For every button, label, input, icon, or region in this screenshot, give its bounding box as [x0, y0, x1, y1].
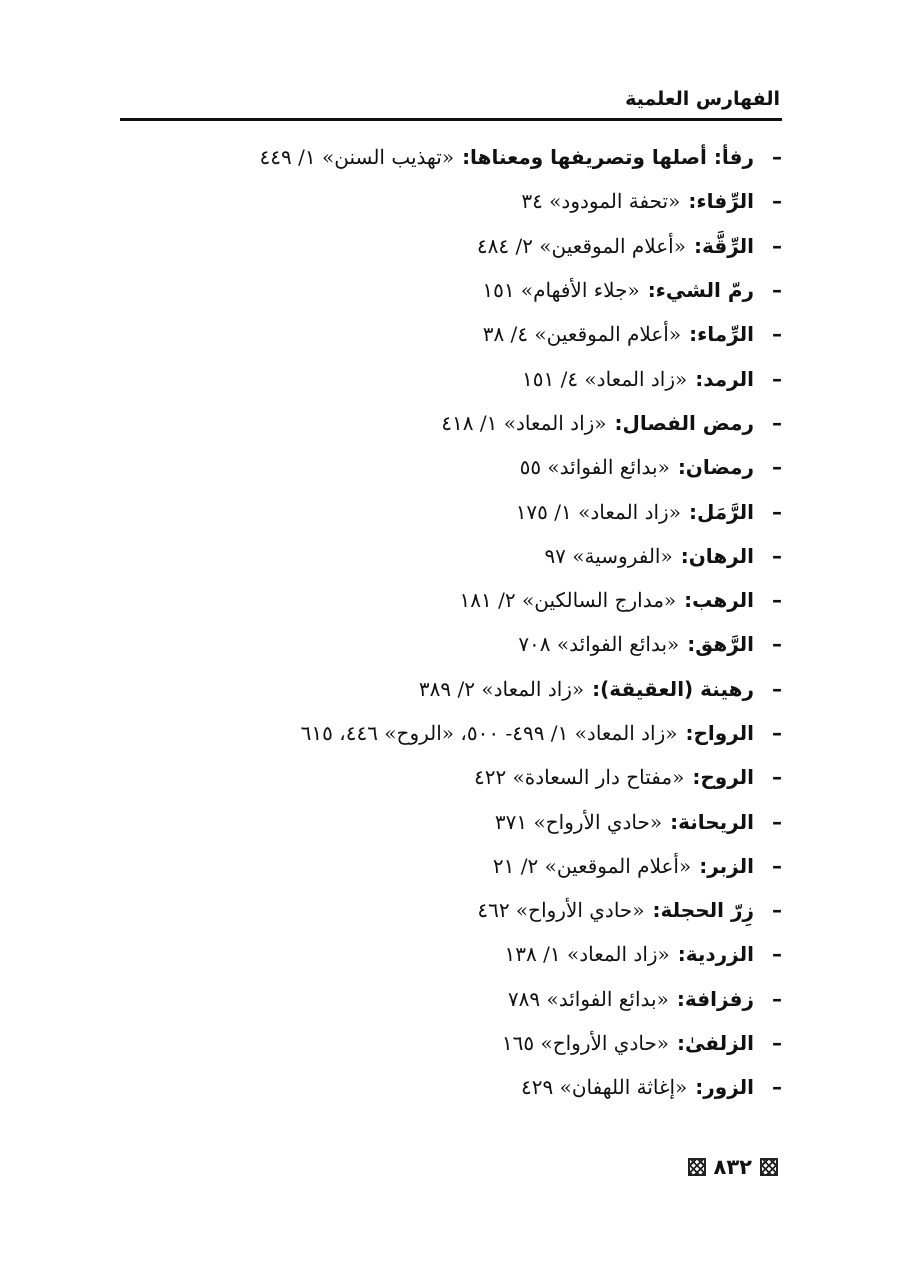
entry-reference: «زاد المعاد» ١/ ١٣٨: [504, 942, 670, 967]
entry-dash: –: [772, 765, 782, 790]
index-entry: [132, 932, 782, 976]
entry-dash: –: [772, 632, 782, 657]
entry-dash: –: [772, 189, 782, 214]
index-entry: [132, 224, 782, 268]
index-entry: [132, 799, 782, 843]
index-entry: [132, 356, 782, 400]
entry-dash: –: [772, 898, 782, 923]
index-entry: [132, 534, 782, 578]
entry-reference: «زاد المعاد» ١/ ٤١٨: [441, 410, 607, 435]
index-entry: [132, 844, 782, 888]
diamond-ornament-icon: [688, 1158, 706, 1176]
page-number: ٨٣٢: [713, 1155, 752, 1179]
index-entry: [132, 667, 782, 711]
index-entry: [132, 1021, 782, 1065]
page-folio: [688, 1153, 778, 1181]
entry-term: الزبر:: [699, 853, 754, 878]
entry-reference: «زاد المعاد» ١/ ١٧٥: [515, 499, 681, 524]
entry-term: رمضان:: [677, 455, 754, 480]
entry-reference: «بدائع الفوائد» ٧٠٨: [518, 632, 680, 657]
entry-dash: –: [772, 499, 782, 524]
entry-reference: «زاد المعاد» ٤/ ١٥١: [521, 366, 688, 391]
entry-dash: –: [772, 455, 782, 480]
entry-term: الروح:: [692, 765, 754, 790]
entry-reference: «زاد المعاد» ١/ ٤٩٩- ٥٠٠، «الروح» ٤٤٦، ٦١٥: [300, 721, 678, 745]
entry-dash: –: [772, 278, 782, 303]
entry-reference: «مفتاح دار السعادة» ٤٢٢: [473, 765, 685, 790]
index-entry: [132, 268, 782, 312]
entry-dash: –: [772, 1075, 782, 1100]
entry-dash: –: [772, 809, 782, 834]
entry-term: الرواح:: [685, 721, 754, 745]
entry-dash: –: [772, 1031, 782, 1056]
entry-reference: «أعلام الموقعين» ٤/ ٣٨: [482, 322, 682, 347]
entry-term: الرهان:: [680, 543, 754, 568]
entry-term: رمض الفصال:: [614, 410, 754, 435]
entry-reference: «بدائع الفوائد» ٧٨٩: [507, 986, 669, 1011]
entry-reference: «حادي الأرواح» ٤٦٢: [477, 898, 645, 923]
entry-reference: «إغاثة اللهفان» ٤٢٩: [521, 1075, 688, 1100]
entry-term: رفأ: أصلها وتصريفها ومعناها:: [462, 145, 754, 170]
entry-reference: «حادي الأرواح» ١٦٥: [501, 1031, 670, 1056]
entry-reference: «أعلام الموقعين» ٢/ ٢١: [492, 853, 692, 878]
index-entry: [132, 711, 782, 755]
index-entry: [132, 312, 782, 356]
entry-term: الرهب:: [684, 588, 754, 613]
entry-term: الرَّمَل:: [688, 499, 754, 524]
entry-reference: «مدارج السالكين» ٢/ ١٨١: [459, 588, 677, 613]
entry-dash: –: [772, 543, 782, 568]
header-rule: [120, 118, 782, 121]
entry-term: رهينة (العقيقة):: [592, 676, 754, 701]
entry-term: الزور:: [695, 1075, 754, 1100]
entry-dash: –: [772, 588, 782, 613]
index-entry: [132, 445, 782, 489]
entry-dash: –: [772, 721, 782, 745]
entry-term: الريحانة:: [670, 809, 754, 834]
index-entry: [132, 401, 782, 445]
entry-term: الرِّفاء:: [688, 189, 754, 214]
entry-dash: –: [772, 366, 782, 391]
entry-term: زِرّ الحجلة:: [652, 898, 754, 923]
index-entry: [132, 622, 782, 666]
entry-term: زفزافة:: [676, 986, 754, 1011]
entry-reference: «جلاء الأفهام» ١٥١: [482, 278, 640, 303]
entry-term: رمّ الشيء:: [647, 278, 754, 303]
entry-dash: –: [772, 145, 782, 170]
index-entry: [132, 755, 782, 799]
entry-dash: –: [772, 942, 782, 967]
entry-term: الرمد:: [695, 366, 754, 391]
index-entry: [132, 578, 782, 622]
index-entry: [132, 888, 782, 932]
entry-reference: «أعلام الموقعين» ٢/ ٤٨٤: [476, 233, 686, 258]
entry-term: الزردية:: [677, 942, 754, 967]
index-entries: [132, 135, 782, 1110]
entry-reference: «تهذيب السنن» ١/ ٤٤٩: [259, 145, 455, 170]
entry-reference: «تحفة المودود» ٣٤: [521, 189, 681, 214]
entry-dash: –: [772, 410, 782, 435]
entry-term: الرِّقَّة:: [693, 233, 754, 258]
entry-dash: –: [772, 676, 782, 701]
entry-term: الزلفىٰ:: [677, 1031, 754, 1056]
index-entry: [132, 977, 782, 1021]
index-entry: [132, 135, 782, 179]
diamond-ornament-icon: [760, 1158, 778, 1176]
index-entry: [132, 489, 782, 533]
index-entry: [132, 179, 782, 223]
index-entry: [132, 1065, 782, 1109]
entry-reference: «بدائع الفوائد» ٥٥: [519, 455, 670, 480]
entry-dash: –: [772, 986, 782, 1011]
entry-reference: «حادي الأرواح» ٣٧١: [494, 809, 663, 834]
entry-reference: «الفروسية» ٩٧: [544, 543, 673, 568]
entry-reference: «زاد المعاد» ٢/ ٣٨٩: [418, 676, 585, 701]
entry-dash: –: [772, 233, 782, 258]
entry-dash: –: [772, 322, 782, 347]
entry-dash: –: [772, 853, 782, 878]
running-header: الفهارس العلمية: [625, 88, 780, 110]
entry-term: الرَّهق:: [687, 632, 754, 657]
entry-term: الرِّماء:: [689, 322, 754, 347]
